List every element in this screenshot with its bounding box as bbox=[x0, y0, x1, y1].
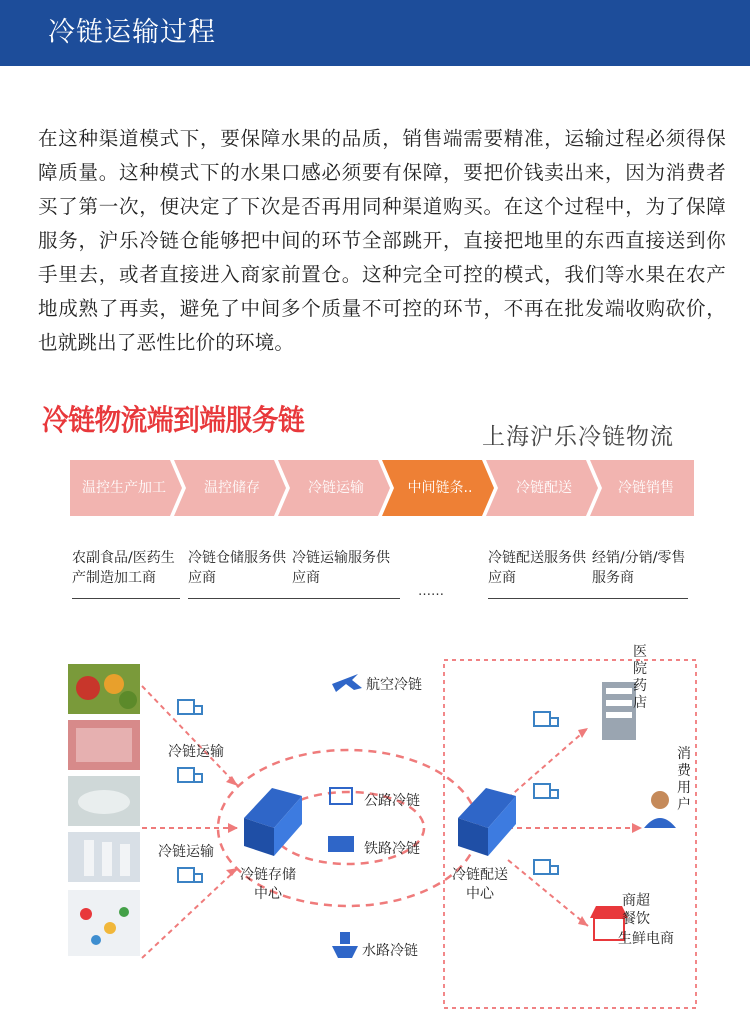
figure-title: 冷链物流端到端服务链 bbox=[42, 403, 305, 437]
chain-step-4: 中间链条.. bbox=[407, 480, 473, 496]
provider-retail: 经销/分销/零售服务商 bbox=[592, 548, 688, 599]
inbound-arrows bbox=[142, 686, 642, 958]
chain-step-2: 温控储存 bbox=[204, 480, 260, 496]
cold-chain-figure bbox=[40, 388, 710, 1015]
consumer-label: 消费用户 bbox=[677, 746, 691, 813]
product-photos bbox=[68, 664, 140, 956]
chain-step-5: 冷链配送 bbox=[516, 480, 572, 496]
retail-catering: 餐饮 bbox=[622, 911, 650, 927]
provider-producer: 农副食品/医药生产制造加工商 bbox=[72, 548, 180, 599]
mode-air: 航空冷链 bbox=[366, 677, 422, 693]
provider-distribution: 冷链配送服务供应商 bbox=[488, 548, 596, 599]
provider-transport: 冷链运输服务供应商 bbox=[292, 548, 400, 599]
retail-supermarket: 商超 bbox=[622, 893, 650, 909]
mode-rail: 铁路冷链 bbox=[364, 841, 420, 857]
mode-road: 公路冷链 bbox=[364, 793, 420, 809]
chain-step-1: 温控生产加工 bbox=[82, 480, 166, 496]
mode-water: 水路冷链 bbox=[362, 943, 418, 959]
storage-center-label: 冷链存储中心 bbox=[240, 867, 296, 902]
transport-label-2: 冷链运输 bbox=[158, 844, 214, 860]
retail-fresh-ecommerce: 生鲜电商 bbox=[618, 931, 674, 947]
page-title: 冷链运输过程 bbox=[48, 17, 216, 48]
mode-icons bbox=[328, 674, 362, 958]
service-chain bbox=[70, 460, 694, 516]
article-paragraph: 在这种渠道模式下，要保障水果的品质，销售端需要精准，运输过程必须得保障质量。这种模式下的水果口感必须要有保障，要把价钱卖出来，因为消费者买了第一次，便决定了下次是否再用同种渠道购买。在这个过程中，为了保障服务，沪乐冷链仓能够把中间的环节全部跳开，直接把地里的东西直接送到你手里去，或者直接进入商家前置仓。这种完全可控的模式，我们等水果在农产地成熟了再卖，避免了中间多个质量不可控的环节，不再在批发端收购砍价，也就跳出了恶性比价的环境。 bbox=[38, 127, 726, 354]
distribution-center-label: 冷链配送中心 bbox=[452, 867, 508, 902]
transport-label-1: 冷链运输 bbox=[168, 744, 224, 760]
figure-company: 上海沪乐冷链物流 bbox=[482, 424, 674, 450]
provider-storage: 冷链仓储服务供应商 bbox=[188, 548, 296, 599]
provider-ellipsis: …… bbox=[418, 584, 444, 599]
chain-step-6: 冷链销售 bbox=[618, 480, 674, 496]
chain-step-3: 冷链运输 bbox=[308, 480, 364, 496]
page-header bbox=[0, 0, 750, 66]
hospital-label: 医院药店 bbox=[633, 644, 647, 711]
